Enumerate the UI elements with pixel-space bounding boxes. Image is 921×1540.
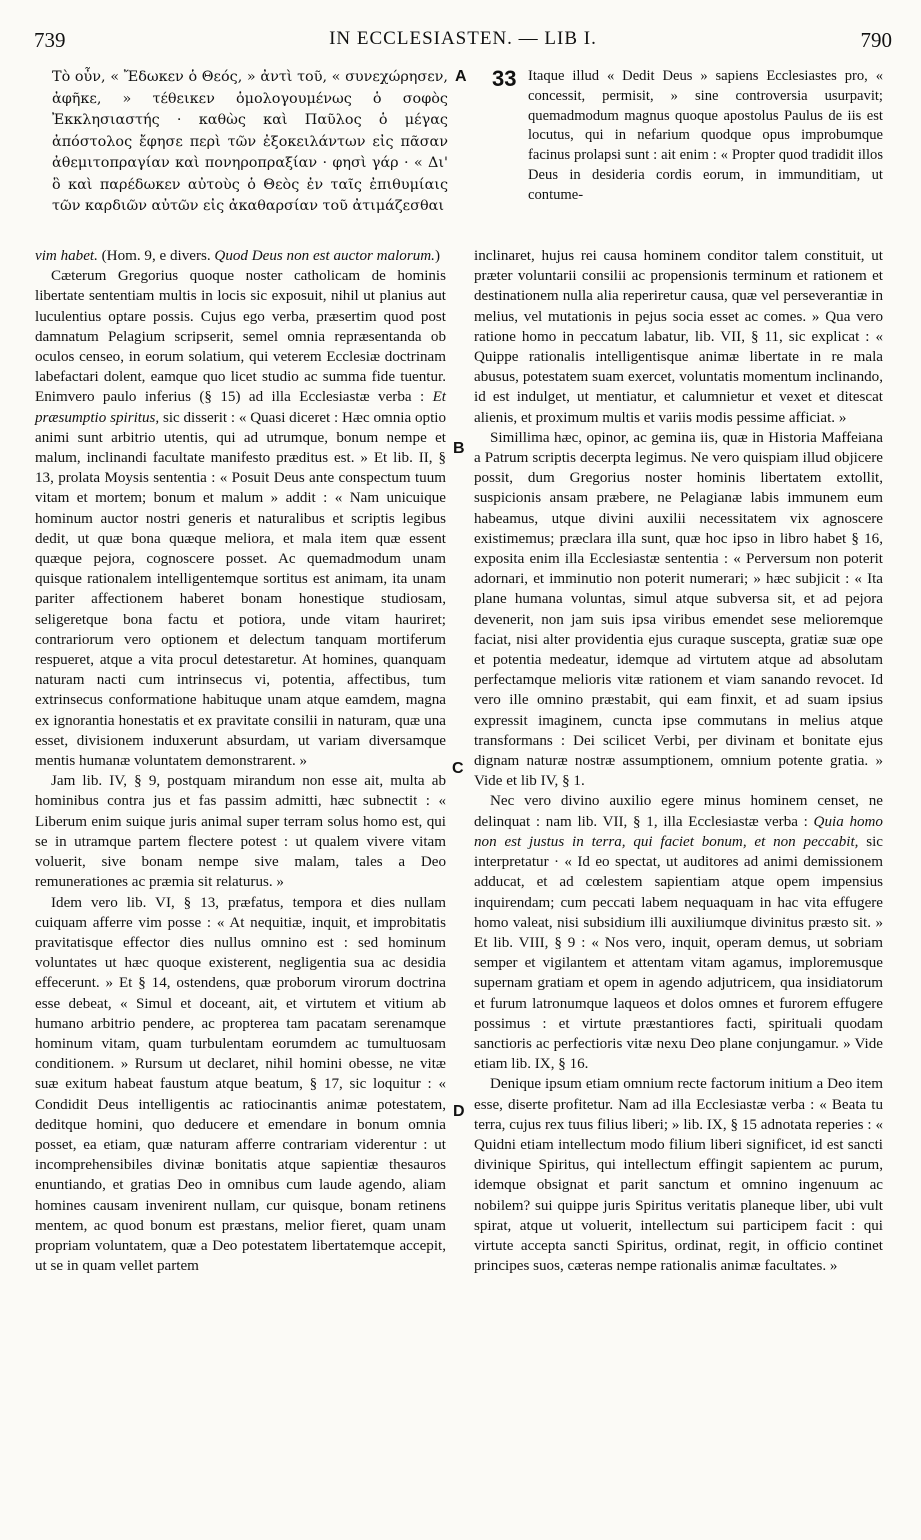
lead-italic: vim habet. [35, 248, 98, 264]
lead-rest: (Hom. 9, e divers. [97, 248, 215, 264]
greek-text-block [52, 67, 448, 218]
margin-letter-b: B [453, 440, 465, 457]
running-header [34, 28, 892, 58]
left-p1-b: sic disserit : « Quasi diceret : Hæc omnia optio animi sunt arbitrio utentis, qui ad utrumque, bonum nempe et malum, inclinandi facultate manifesto præditus est. » Et lib. II, § 13, prolata Moysis sententia : « Posuit Deus ante conspectum tuum vitam et mortem; bonum et malum » addit : « Nam unicuique hominum auctor nostri generis et naturalibus et scriptis legibus dedit, ut quæ bona quæque meliora, et mala item quæ essent quæque pejora, cognoscere posset. Ac quemadmodum unam quisque rationalem intelligentemque sortitus est animam, ita unam pariter affectionem haberet bonam honestique studiosam, seligeretque bona factu et potiora, unde vitam hauriret; contrariorum vero optionem et delectum tanquam mortiferum respueret, atque a vita procul detestaretur. At homines, quanquam naturam nacti cum intrinsecus vi, potentia, affectibus, tum extrinsecus conformatione habituque unam atque eamdem, magna ex ignorantia honestatis et ex pravitate consilii in naturam, quæ una esset, divisionem induxerunt absurdam, ut variam diversamque mentis humanæ voluntatem demonstrarent. » [35, 409, 446, 770]
left-paragraph-3: Idem vero lib. VI, § 13, præfatus, tempora et dies nullam cuiquam afferre vim posse : « At nequitiæ, inquit, et improbitatis pravitatisque effector dies nullus omnino est : sed hominum voluntates ut hæc quoque existerent, negligentia sua ac desidia effecerunt. » Et § 14, ostendens, quæ proborum virorum doctrina esse debeat, « Simul et doceant, ait, et virtutem et vitium ab humano arbitrio pendere, ac propterea tam pacatam serenamque hominum vitam, quam turbulentam eorumdem ac tumultuosam conditionem. » Rursum ut declaret, nihil homini obesse, ne vitæ suæ exitum habeat faustum atque beatum, § 17, sic loquitur : « Condidit Deus intelligentis ac ratiocinantis animæ potestatem, deditque homini, quo deducere et emendare in bonum omnia posset, ea etiam, quæ naturam afferre contrariam viderentur : ut incomprehensibiles divinæ bonitatis atque sapientiæ thesauros enuntiando, et gratias Deo in omnibus cum laude agendo, aliam homines causam invenirent nullam, cur quisque, bonam retinens mentem, ac quod bonum est præstans, melior fieret, quam unam propriam voluntatem, quæ a Deo potestatem libertatemque accepit, ut se in quam vellet partem [35, 894, 446, 1275]
running-title: IN ECCLESIASTEN. — LIB I. [329, 28, 597, 49]
right-column [474, 246, 883, 1276]
left-p1-a: Cæterum Gregorius quoque noster catholicam de hominis libertate sententiam multis in locis sic exposuit, nihil ut planius aut luculentius optare possis. Cujus ego verba, præsertim quod post damnatum Pelagium scripserit, semel omnia repræsentanda ob oculos censeo, in eorum solatium, qui veterem Ecclesiæ doctrinam labefactari dolent, eamque quo licet studio ac summa fide tuentur. Enimvero paulo inferius (§ 15) ad illa Ecclesiastæ verba : [35, 268, 446, 406]
lead-end: ) [434, 248, 440, 264]
margin-letter-a: A [455, 68, 467, 85]
page-number-left: 739 [34, 28, 66, 52]
left-p1-italic: Et præsumptio spiritus, [35, 389, 446, 426]
page-number-right: 790 [860, 28, 892, 52]
greek-paragraph: Τὸ οὖν, « Ἔδωκεν ὁ Θεός, » ἀντὶ τοῦ, « συνεχώρησεν, ἀφῆκε, » τέθεικεν ὁμολογουμένως ὁ σοφὸς Ἐκκλησιαστής · καθὼς καὶ Παῦλος ὁ μέγας ἀπόστολος ἔφησε περὶ τῶν ἐξοκειλάντων εἰς πᾶσαν ἀθεμιτοπραγίαν καὶ πονηροπραξίαν · φησὶ γάρ · « Δι' ὃ καὶ παρέδωκεν αὐτοὺς ὁ Θεὸς ἐν ταῖς ἐπιθυμίαις τῶν καρδιῶν αὐτῶν εἰς ἀκαθαρσίαν τοῦ ἀτιμάζεσθαι [52, 69, 448, 214]
latin-translation-paragraph: Itaque illud « Dedit Deus » sapiens Ecclesiastes pro, « concessit, permisit, » sine controversia usurpavit; quemadmodum magnus quoque apostolus Paulus de iis est locutus, qui in nefarium quodque opus improbumque facinus prolapsi sunt : ait enim : « Propter quod tradidit illos Deus in desideria cordis eorum, in immunditiam, ut contume- [528, 68, 883, 203]
right-paragraph-4: Denique ipsum etiam omnium recte factorum initium a Deo item esse, diserte profitetur. Nam ad illa Ecclesiastæ verba : « Beata tu terra, cujus rex tuus filius liberi; » lib. IX, § 15 adnotata reperies : « Quidni etiam intellectum modo filium liberi significet, id est sancti divinique Spiritus, qui intellectum effingit sapientem ac purum, idemque obsignat et parit sanctum et omnino ingenuum ac nobilem? sui quippe juris Spiritus veritatis planeque liber, ubi vult spirat, atque ut voluerit, intellectum sui participem facit : qui virtute accepta sancti Spiritus, ordinat, regit, in officio continet principes suos, cæteras nempe rationalis animæ facultates. » [474, 1076, 883, 1275]
left-paragraph-1 [35, 266, 446, 771]
right-p3-a: Nec vero divino auxilio egere minus hominem censet, ne delinquat : nam lib. VII, § 1, illa Ecclesiastæ verba : [474, 793, 883, 830]
left-lead-line [35, 246, 446, 266]
right-paragraph-2: Simillima hæc, opinor, ac gemina iis, quæ in Historia Maffeiana a Patrum scriptis decerpta legimus. Ne vero quispiam illud objicere possit, dum Gregorius noster hominis libertatem extollit, suspicionis ansam præbere, ne Pelagianæ labis immunem eum habeamus, utque divini auxilii necessitatem vix agnoscere existimemus; præclara illa sunt, quæ hoc ipso in libro habet § 16, exposita enim illa Ecclesiastæ sententia : « Perversum non poterit adornari, et imminutio non poterit numerari; » hæc subjicit : « Ita plane humana voluntas, simul atque subversa sit, et ad pejora devenerit, non jam suis ipsa viribus emendet sese melioremque faciat, nisi alter providentia ejus curaque susceptа, gratiæ suæ ope et potentia medeatur, idemque ad virtutem atque ad absolutam perfectamque melioris vitæ rationem et viam sanando revocet. Id vero ille omnino præstabit, qui eam finxit, et ad suam ipsius expressit imaginem, cuncta ipse commutans in melius atque transformans : Dei scilicet Verbi, per divinam et bonitate ejus dignam naturæ nostræ assumptionem, omnium potente gratia. » Vide et lib IV, § 1. [474, 429, 883, 790]
left-column [35, 246, 446, 1276]
margin-letter-c: C [452, 760, 464, 777]
left-paragraph-2: Jam lib. IV, § 9, postquam mirandum non esse ait, multa ab hominibus contra jus et fas passim admitti, hæc subnectit : « Liberum enim suique juris animal super terram solus homo est, qui se in utramque partem flectere potest : ut qualem vivere vitam voluerit, sive bonam nempe sive malam, tales a Deo remunerationes ac præmia sit relaturus. » [35, 773, 446, 891]
right-p3-italic: Quia homo non est justus in terra, qui faciet bonum, et non peccabit, [474, 813, 883, 850]
lead-italic-title: Quod Deus non est auctor malorum. [214, 248, 435, 264]
section-number: 33 [492, 66, 517, 91]
margin-letter-d: D [453, 1103, 465, 1120]
right-p3-b: sic interpretatur · « Id eo spectat, ut auditores ad animi demissionem adducat, et ad cœlestem sapientiam atque opem impensius inquirendam; cum peccati labem nequaquam in hac vita effugere homo valeat, nisi subsidium illi auxiliumque divinitus præsto sit. » Et lib. VIII, § 9 : « Nos vero, inquit, operam demus, ut sobriam semper et vigilantem et attentam vitam agamus, imploremusque supernam gratiam et opem in agendo adjutricem, qua insidiatorum et furum latronumque laqueos et dolos omnes et furorem effugere possimus : et virtute præstantiores facti, spirituali quodam sanctioris ac perfectioris vitæ nexu Deo plane conjungamur. » Vide etiam lib. IX, § 16. [474, 833, 883, 1073]
right-paragraph-3 [474, 791, 883, 1074]
latin-translation-block [528, 67, 883, 206]
right-paragraph-1: inclinaret, hujus rei causa hominem conditor talem constituit, ut præter voluntarii consilii ac propensionis terminum et rationem et destinationem nulla alia reperiretur causa, quæ vel perseverantiæ in melius, vel mutationis in pejus socia esset ac comes. » Qua vero ratione homo in peccatum labatur, lib. VII, § 11, sic explicat : « Quippe rationalis intelligentisque animæ libertate in re mala abusus, potestatem suam exercet, voluntatis momentum inclinando, id est indulget, ut mentiatur, et calumnietur et vexet et ditescat alienis, et proximum multis et variis modis pessime afficiat. » [474, 248, 883, 426]
